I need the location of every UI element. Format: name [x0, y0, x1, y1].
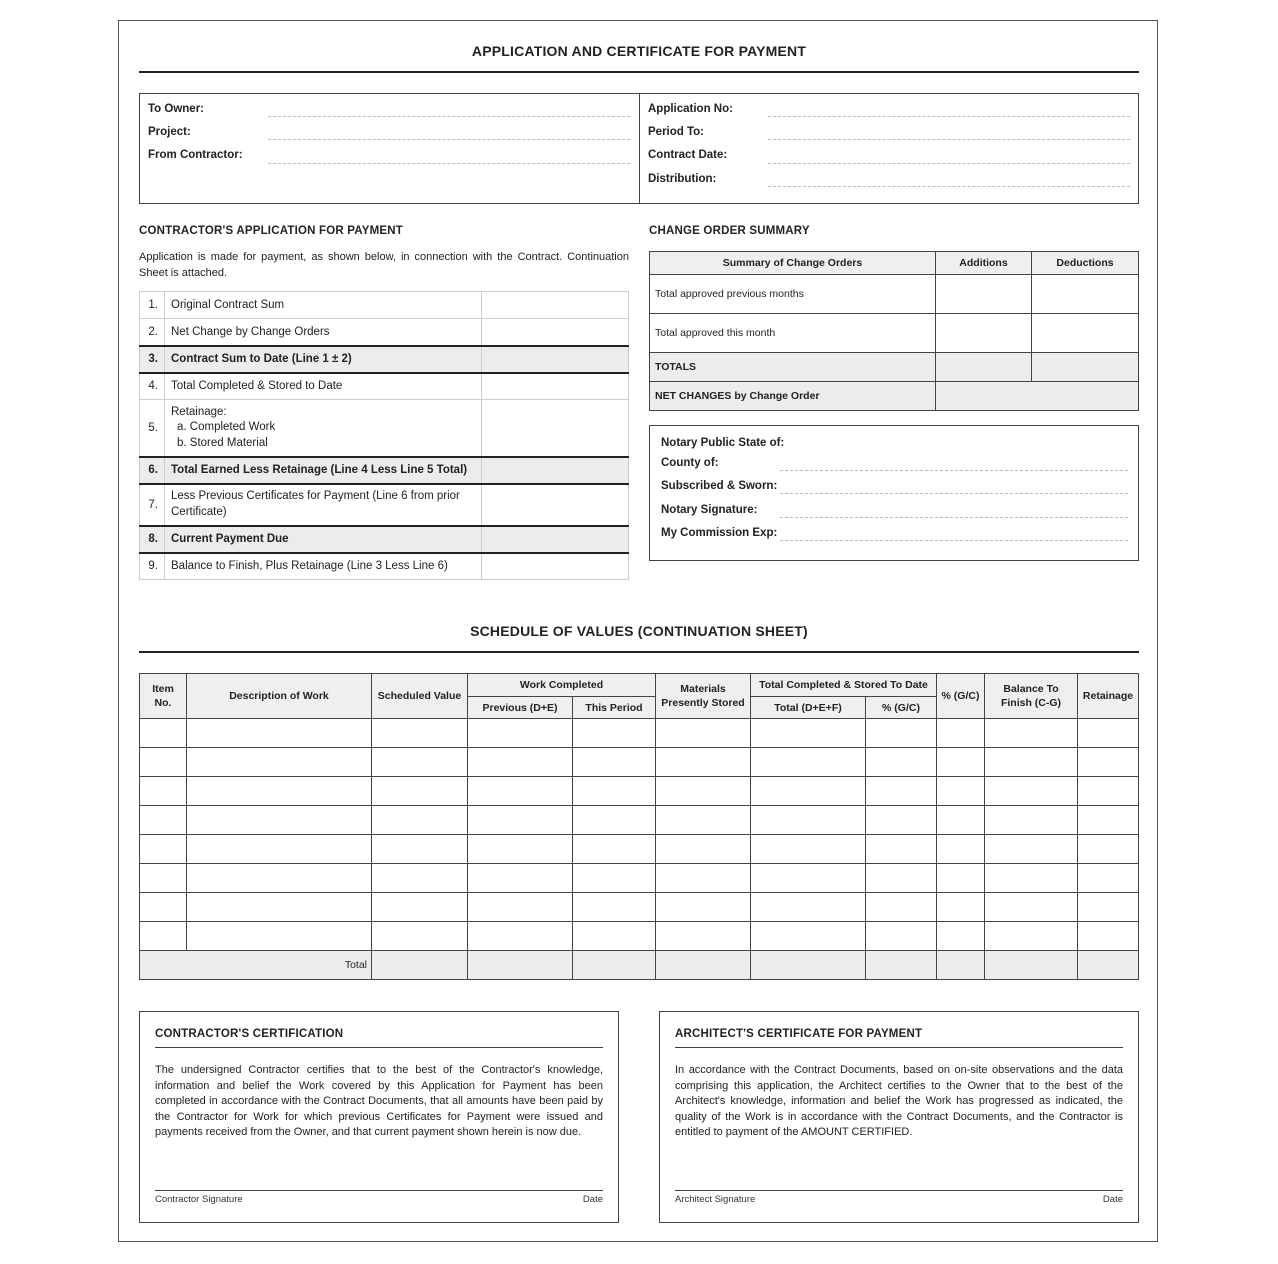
schedule-cell[interactable] — [751, 748, 866, 777]
schedule-row — [140, 922, 1139, 951]
line-number: 8. — [140, 526, 165, 553]
schedule-cell[interactable] — [985, 864, 1078, 893]
line-row-7 — [140, 484, 629, 526]
scheduled-value-header: Scheduled Value — [372, 674, 468, 719]
schedule-body — [140, 719, 1139, 951]
schedule-rule — [139, 651, 1139, 653]
schedule-cell[interactable] — [140, 835, 187, 864]
schedule-cell[interactable] — [573, 893, 656, 922]
net-changes-row — [650, 382, 1139, 411]
schedule-cell[interactable] — [187, 835, 372, 864]
subscribed-sworn-label: Subscribed & Sworn: — [661, 480, 778, 492]
total-cell[interactable] — [573, 951, 656, 980]
line-number: 9. — [140, 553, 165, 580]
schedule-cell[interactable] — [468, 748, 573, 777]
line-label: Contract Sum to Date (Line 1 ± 2) — [165, 346, 482, 373]
additions-field[interactable] — [936, 275, 1032, 314]
schedule-cell[interactable] — [187, 922, 372, 951]
line-number: 7. — [140, 484, 165, 526]
line-label: Total Completed & Stored to Date — [165, 373, 482, 400]
retainage-stored-label: b. Stored Material — [177, 436, 268, 449]
architect-signature-label: Architect Signature — [675, 1194, 756, 1205]
schedule-cell[interactable] — [866, 922, 937, 951]
architect-certificate-heading: ARCHITECT'S CERTIFICATE FOR PAYMENT — [675, 1028, 923, 1040]
schedule-cell[interactable] — [140, 806, 187, 835]
deductions-field[interactable] — [1032, 275, 1139, 314]
schedule-cell[interactable] — [656, 835, 751, 864]
schedule-cell[interactable] — [468, 835, 573, 864]
total-cell[interactable] — [372, 951, 468, 980]
deductions-total[interactable] — [1032, 353, 1139, 382]
line-amount-field[interactable] — [482, 346, 629, 373]
to-owner-label: To Owner: — [148, 103, 205, 115]
schedule-cell[interactable] — [985, 719, 1078, 748]
line-label: Balance to Finish, Plus Retainage (Line 3 Less Line 6) — [165, 553, 482, 580]
schedule-cell[interactable] — [468, 777, 573, 806]
schedule-cell[interactable] — [751, 835, 866, 864]
schedule-cell[interactable] — [656, 777, 751, 806]
schedule-cell[interactable] — [140, 719, 187, 748]
schedule-cell[interactable] — [985, 835, 1078, 864]
total-label: Total — [140, 951, 372, 980]
schedule-cell[interactable] — [573, 864, 656, 893]
contractor-signature-line[interactable] — [155, 1190, 603, 1191]
schedule-cell[interactable] — [985, 806, 1078, 835]
schedule-cell[interactable] — [751, 719, 866, 748]
change-order-heading: CHANGE ORDER SUMMARY — [649, 225, 810, 237]
schedule-cell[interactable] — [1078, 864, 1139, 893]
schedule-cell[interactable] — [372, 806, 468, 835]
application-lines-table — [139, 291, 629, 580]
line-label: Current Payment Due — [165, 526, 482, 553]
balance-to-finish-header: Balance To Finish (C-G) — [985, 674, 1078, 719]
period-to-label: Period To: — [648, 126, 705, 138]
schedule-cell[interactable] — [656, 864, 751, 893]
schedule-cell[interactable] — [187, 748, 372, 777]
retainage-header: Retainage — [1078, 674, 1139, 719]
schedule-cell[interactable] — [751, 777, 866, 806]
deductions-field[interactable] — [1032, 314, 1139, 353]
distribution-field[interactable] — [768, 172, 1130, 187]
application-no-label: Application No: — [648, 103, 733, 115]
line-row-4 — [140, 373, 629, 400]
schedule-cell[interactable] — [468, 719, 573, 748]
schedule-total-row — [140, 951, 1139, 980]
schedule-cell[interactable] — [187, 806, 372, 835]
schedule-cell[interactable] — [656, 806, 751, 835]
line-number: 4. — [140, 373, 165, 400]
notary-signature-label: Notary Signature: — [661, 504, 758, 516]
change-order-header-row — [650, 252, 1139, 275]
schedule-cell[interactable] — [140, 748, 187, 777]
project-field[interactable] — [268, 125, 630, 140]
schedule-row — [140, 864, 1139, 893]
schedule-cell[interactable] — [985, 777, 1078, 806]
to-owner-field[interactable] — [268, 102, 630, 117]
row-label: TOTALS — [650, 353, 936, 382]
total-cell[interactable] — [1078, 951, 1139, 980]
heading-rule — [675, 1047, 1123, 1048]
retainage-cell — [165, 400, 482, 457]
line-number: 3. — [140, 346, 165, 373]
total-cell[interactable] — [751, 951, 866, 980]
schedule-cell[interactable] — [751, 864, 866, 893]
contract-date-field[interactable] — [768, 149, 1130, 164]
retainage-completed-label: a. Completed Work — [177, 421, 276, 433]
row-label: Total approved this month — [650, 314, 936, 353]
county-field[interactable] — [780, 456, 1128, 471]
row-label: NET CHANGES by Change Order — [650, 382, 936, 411]
architect-date-label: Date — [1102, 1194, 1123, 1205]
architect-signature-line[interactable] — [675, 1190, 1123, 1191]
subscribed-sworn-field[interactable] — [780, 479, 1128, 494]
schedule-cell[interactable] — [468, 922, 573, 951]
total-cell[interactable] — [468, 951, 573, 980]
percent-gc-header: % (G/C) — [866, 697, 937, 719]
schedule-cell[interactable] — [573, 922, 656, 951]
schedule-cell[interactable] — [140, 777, 187, 806]
schedule-cell[interactable] — [372, 777, 468, 806]
schedule-cell[interactable] — [656, 748, 751, 777]
item-no-header: Item No. — [140, 674, 187, 719]
architect-certificate-box — [659, 1011, 1139, 1223]
line-number: 2. — [140, 319, 165, 346]
notary-signature-field[interactable] — [780, 503, 1128, 518]
schedule-cell[interactable] — [866, 893, 937, 922]
schedule-cell[interactable] — [985, 748, 1078, 777]
contractor-date-label: Date — [582, 1194, 603, 1205]
additions-column-header: Additions — [936, 252, 1032, 275]
line-amount-field[interactable] — [482, 292, 629, 319]
line-amount-field[interactable] — [482, 553, 629, 580]
notary-county-label: County of: — [661, 457, 719, 469]
total-cell[interactable] — [937, 951, 985, 980]
summary-column-header: Summary of Change Orders — [650, 252, 936, 275]
schedule-cell[interactable] — [573, 719, 656, 748]
row-label: Total approved previous months — [650, 275, 936, 314]
schedule-cell[interactable] — [1078, 806, 1139, 835]
schedule-cell[interactable] — [1078, 893, 1139, 922]
schedule-row — [140, 777, 1139, 806]
total-def-header: Total (D+E+F) — [751, 697, 866, 719]
line-row-8 — [140, 526, 629, 553]
notary-state-label: Notary Public State of: — [661, 437, 785, 449]
contractor-certification-text: The undersigned Contractor certifies that to the best of the Contractor's knowledge, information and belief the Work covered by this Application for Payment has been completed in accordance with the Contract Documents, that all amounts have been paid by the Contractor for Work for which previous Certificates for Payment were issued and payments received from the Owner, and that current payment shown herein is now due. — [155, 1064, 603, 1138]
schedule-cell[interactable] — [937, 777, 985, 806]
schedule-cell[interactable] — [573, 748, 656, 777]
commission-exp-field[interactable] — [780, 526, 1128, 541]
schedule-cell[interactable] — [187, 893, 372, 922]
schedule-row — [140, 835, 1139, 864]
deductions-column-header: Deductions — [1032, 252, 1139, 275]
schedule-cell[interactable] — [866, 806, 937, 835]
change-order-table — [649, 251, 1139, 411]
schedule-cell[interactable] — [468, 864, 573, 893]
line-label: Original Contract Sum — [165, 292, 482, 319]
schedule-cell[interactable] — [468, 806, 573, 835]
line-row-2 — [140, 319, 629, 346]
schedule-cell[interactable] — [751, 806, 866, 835]
line-amount-field[interactable] — [482, 526, 629, 553]
contractor-signature-label: Contractor Signature — [155, 1194, 243, 1205]
contract-date-label: Contract Date: — [648, 149, 728, 161]
schedule-cell[interactable] — [656, 719, 751, 748]
heading-rule — [155, 1047, 603, 1048]
schedule-row — [140, 719, 1139, 748]
line-amount-field[interactable] — [482, 373, 629, 400]
schedule-cell[interactable] — [573, 806, 656, 835]
contractor-certification-heading: CONTRACTOR'S CERTIFICATION — [155, 1028, 344, 1040]
schedule-cell[interactable] — [372, 719, 468, 748]
schedule-cell[interactable] — [656, 922, 751, 951]
total-completed-stored-header: Total Completed & Stored To Date — [751, 674, 937, 697]
schedule-cell[interactable] — [937, 748, 985, 777]
schedule-cell[interactable] — [140, 893, 187, 922]
schedule-cell[interactable] — [140, 922, 187, 951]
from-contractor-label: From Contractor: — [148, 149, 243, 161]
line-amount-field[interactable] — [482, 400, 629, 457]
schedule-cell[interactable] — [937, 719, 985, 748]
schedule-cell[interactable] — [468, 893, 573, 922]
schedule-cell[interactable] — [866, 719, 937, 748]
percent-header: % (G/C) — [937, 674, 985, 719]
schedule-cell[interactable] — [866, 864, 937, 893]
total-cell[interactable] — [985, 951, 1078, 980]
page-title: APPLICATION AND CERTIFICATE FOR PAYMENT — [471, 43, 807, 59]
schedule-cell[interactable] — [187, 864, 372, 893]
schedule-cell[interactable] — [1078, 719, 1139, 748]
schedule-cell[interactable] — [866, 777, 937, 806]
additions-field[interactable] — [936, 314, 1032, 353]
schedule-cell[interactable] — [140, 864, 187, 893]
schedule-cell[interactable] — [372, 748, 468, 777]
total-cell[interactable] — [866, 951, 937, 980]
schedule-cell[interactable] — [1078, 922, 1139, 951]
schedule-title: SCHEDULE OF VALUES (CONTINUATION SHEET) — [470, 623, 808, 639]
line-amount-field[interactable] — [482, 457, 629, 484]
schedule-cell[interactable] — [866, 835, 937, 864]
schedule-cell[interactable] — [866, 748, 937, 777]
schedule-header-row-1 — [140, 674, 1139, 697]
line-row-5 — [140, 400, 629, 457]
schedule-row — [140, 806, 1139, 835]
additions-total[interactable] — [936, 353, 1032, 382]
schedule-cell[interactable] — [372, 893, 468, 922]
total-cell[interactable] — [656, 951, 751, 980]
net-changes-field[interactable] — [936, 382, 1139, 411]
line-label: Retainage: — [171, 405, 227, 418]
distribution-label: Distribution: — [648, 173, 717, 185]
line-number: 1. — [140, 292, 165, 319]
previous-header: Previous (D+E) — [468, 697, 573, 719]
schedule-cell[interactable] — [751, 922, 866, 951]
work-completed-header: Work Completed — [468, 674, 656, 697]
schedule-cell[interactable] — [187, 777, 372, 806]
schedule-row — [140, 893, 1139, 922]
contractor-application-heading: CONTRACTOR'S APPLICATION FOR PAYMENT — [139, 225, 404, 237]
commission-exp-label: My Commission Exp: — [661, 527, 778, 539]
schedule-cell[interactable] — [1078, 748, 1139, 777]
schedule-of-values-table — [139, 673, 1139, 980]
info-divider — [639, 94, 640, 203]
schedule-cell[interactable] — [751, 893, 866, 922]
project-label: Project: — [148, 126, 191, 138]
schedule-cell[interactable] — [573, 835, 656, 864]
line-label: Total Earned Less Retainage (Line 4 Less Line 5 Total) — [165, 457, 482, 484]
line-label: Net Change by Change Orders — [165, 319, 482, 346]
schedule-cell[interactable] — [656, 893, 751, 922]
application-no-field[interactable] — [768, 102, 1130, 117]
line-row-6 — [140, 457, 629, 484]
schedule-cell[interactable] — [937, 864, 985, 893]
schedule-cell[interactable] — [372, 922, 468, 951]
schedule-cell[interactable] — [937, 835, 985, 864]
totals-row — [650, 353, 1139, 382]
line-label: Less Previous Certificates for Payment (Line 6 from prior Certificate) — [165, 484, 482, 526]
from-contractor-field[interactable] — [268, 149, 630, 164]
schedule-cell[interactable] — [573, 777, 656, 806]
description-header: Description of Work — [187, 674, 372, 719]
schedule-cell[interactable] — [985, 893, 1078, 922]
change-order-row — [650, 275, 1139, 314]
line-amount-field[interactable] — [482, 484, 629, 526]
line-row-9 — [140, 553, 629, 580]
period-to-field[interactable] — [768, 125, 1130, 140]
schedule-cell[interactable] — [372, 835, 468, 864]
line-number: 6. — [140, 457, 165, 484]
info-box — [139, 93, 1139, 204]
schedule-row — [140, 748, 1139, 777]
line-row-3 — [140, 346, 629, 373]
form-page — [118, 20, 1158, 1242]
line-row-1 — [140, 292, 629, 319]
schedule-cell[interactable] — [937, 806, 985, 835]
materials-stored-header: Materials Presently Stored — [656, 674, 751, 719]
schedule-cell[interactable] — [187, 719, 372, 748]
title-rule — [139, 71, 1139, 73]
schedule-cell[interactable] — [1078, 777, 1139, 806]
schedule-cell[interactable] — [937, 922, 985, 951]
schedule-cell[interactable] — [985, 922, 1078, 951]
change-order-row — [650, 314, 1139, 353]
line-number: 5. — [140, 400, 165, 457]
schedule-cell[interactable] — [1078, 835, 1139, 864]
this-period-header: This Period — [573, 697, 656, 719]
schedule-cell[interactable] — [937, 893, 985, 922]
architect-certificate-text: In accordance with the Contract Documents, based on on-site observations and the data comprising this application, the Architect certifies to the Owner that to the best of the Architect's knowledge, information and belief the Work has progressed as indicated, the quality of the Work is in accordance with the Contract Documents, and the Contractor is entitled to payment of the AMOUNT CERTIFIED. — [675, 1064, 1123, 1138]
notary-box — [649, 425, 1139, 561]
schedule-cell[interactable] — [372, 864, 468, 893]
contractor-application-intro: Application is made for payment, as shown below, in connection with the Contract. Continuation Sheet is attached. — [139, 251, 629, 279]
line-amount-field[interactable] — [482, 319, 629, 346]
contractor-certification-box — [139, 1011, 619, 1223]
